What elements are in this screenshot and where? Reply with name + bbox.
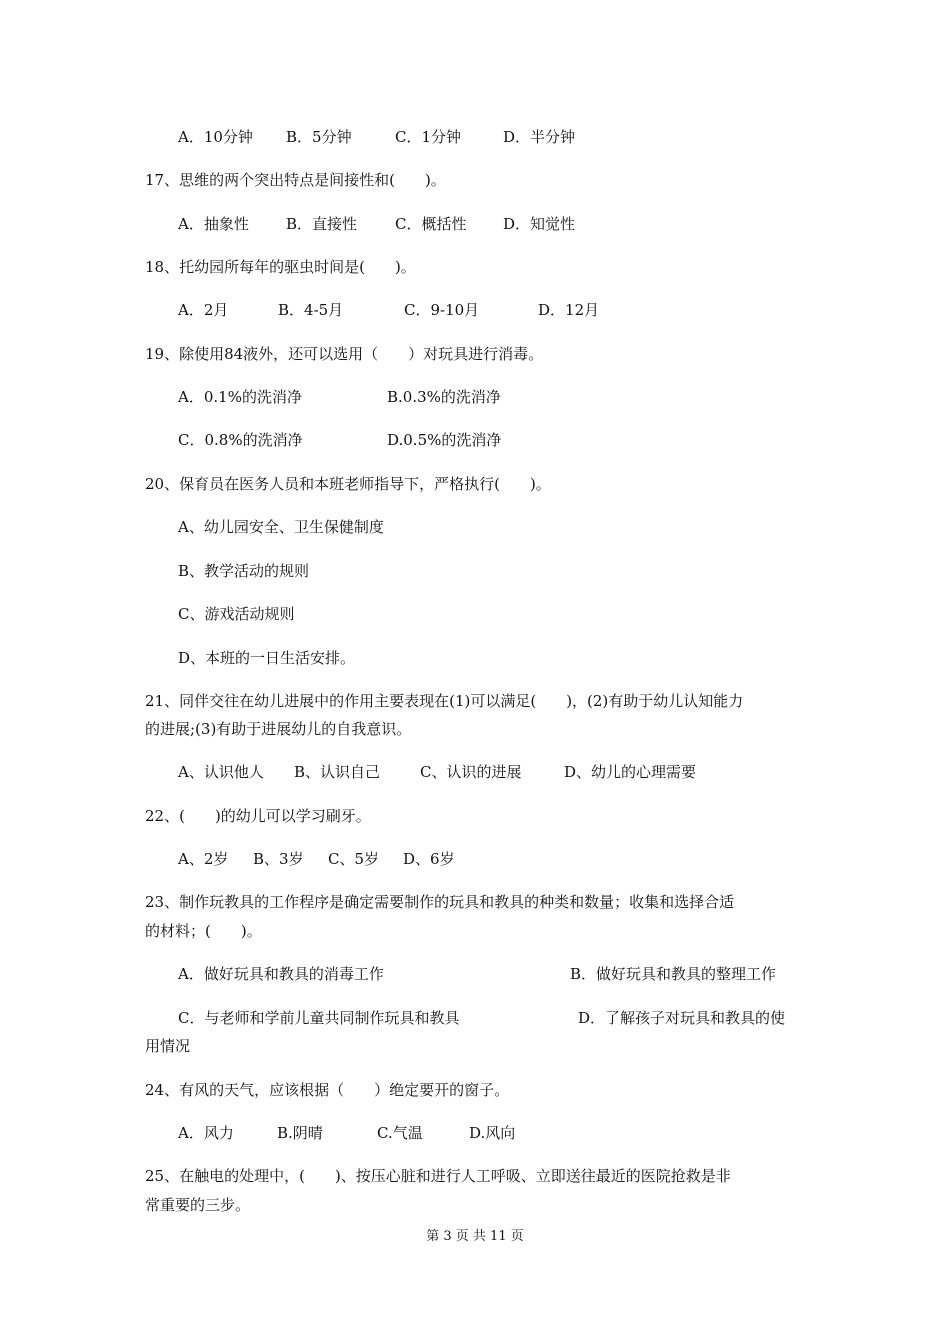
q16-option-a: A．10分钟: [178, 128, 253, 146]
q24-option-a: A．风力: [178, 1124, 234, 1142]
q20-option-b: B、教学活动的规则: [178, 562, 310, 580]
page-number-footer: 第 3 页 共 11 页: [426, 1229, 524, 1244]
q21-option-b: B、认识自己: [294, 763, 381, 781]
q17-option-d: D．知觉性: [503, 215, 576, 233]
q23-option-d-continuation: 用情况: [145, 1037, 191, 1055]
q20-option-d: D、本班的一日生活安排。: [178, 649, 356, 667]
q20-option-a: A、幼儿园安全、卫生保健制度: [178, 518, 384, 536]
q24-option-c: C.气温: [377, 1124, 423, 1142]
q23-option-b: B．做好玩具和教具的整理工作: [570, 965, 777, 983]
q22-stem: 22、( )的幼儿可以学习刷牙。: [145, 807, 371, 825]
q20-stem: 20、保育员在医务人员和本班老师指导下，严格执行( )。: [145, 475, 551, 493]
q25-stem-line-2: 常重要的三步。: [145, 1196, 251, 1214]
q19-option-d: D.0.5%的洗消净: [387, 431, 502, 449]
q16-option-d: D．半分钟: [503, 128, 576, 146]
q23-option-d: D．了解孩子对玩具和教具的使: [578, 1009, 786, 1027]
q23-option-c: C．与老师和学前儿童共同制作玩具和教具: [178, 1009, 460, 1027]
q21-stem-line-1: 21、同伴交往在幼儿进展中的作用主要表现在(1)可以满足( )，(2)有助于幼儿认知能力: [145, 692, 744, 710]
q19-option-c: C．0.8%的洗消净: [178, 431, 303, 449]
q23-option-a: A．做好玩具和教具的消毒工作: [178, 965, 384, 983]
q22-option-b: B、3岁: [253, 850, 304, 868]
q18-option-a: A．2月: [178, 301, 229, 319]
q20-option-c: C、游戏活动规则: [178, 605, 295, 623]
q22-option-c: C、5岁: [328, 850, 380, 868]
q24-stem: 24、有风的天气，应该根据（ ）绝定要开的窗子。: [145, 1081, 510, 1099]
q17-option-c: C．概括性: [395, 215, 467, 233]
q24-option-d: D.风向: [469, 1124, 516, 1142]
q18-stem: 18、托幼园所每年的驱虫时间是( )。: [145, 258, 416, 276]
q18-option-d: D．12月: [538, 301, 600, 319]
q17-option-b: B．直接性: [286, 215, 358, 233]
q21-option-a: A、认识他人: [178, 763, 264, 781]
q18-option-c: C．9-10月: [404, 301, 480, 319]
q17-option-a: A．抽象性: [178, 215, 249, 233]
q22-option-a: A、2岁: [178, 850, 229, 868]
q19-option-b: B.0.3%的洗消净: [387, 388, 501, 406]
q21-stem-line-2: 的进展;(3)有助于进展幼儿的自我意识。: [145, 720, 412, 738]
q23-stem-line-2: 的材料；( )。: [145, 922, 262, 940]
q24-option-b: B.阴晴: [277, 1124, 323, 1142]
q18-option-b: B．4-5月: [278, 301, 344, 319]
q16-option-c: C．1分钟: [395, 128, 462, 146]
q19-option-a: A．0.1%的洗消净: [178, 388, 302, 406]
q21-option-c: C、认识的进展: [420, 763, 522, 781]
q23-stem-line-1: 23、制作玩教具的工作程序是确定需要制作的玩具和教具的种类和数量；收集和选择合适: [145, 893, 735, 911]
q25-stem-line-1: 25、在触电的处理中，( )、按压心脏和进行人工呼吸、立即送往最近的医院抢救是非: [145, 1167, 731, 1185]
q16-option-b: B．5分钟: [286, 128, 352, 146]
q17-stem: 17、思维的两个突出特点是间接性和( )。: [145, 171, 446, 189]
q22-option-d: D、6岁: [403, 850, 455, 868]
q19-stem: 19、除使用84液外，还可以选用（ ）对玩具进行消毒。: [145, 345, 544, 363]
q21-option-d: D、幼儿的心理需要: [564, 763, 697, 781]
